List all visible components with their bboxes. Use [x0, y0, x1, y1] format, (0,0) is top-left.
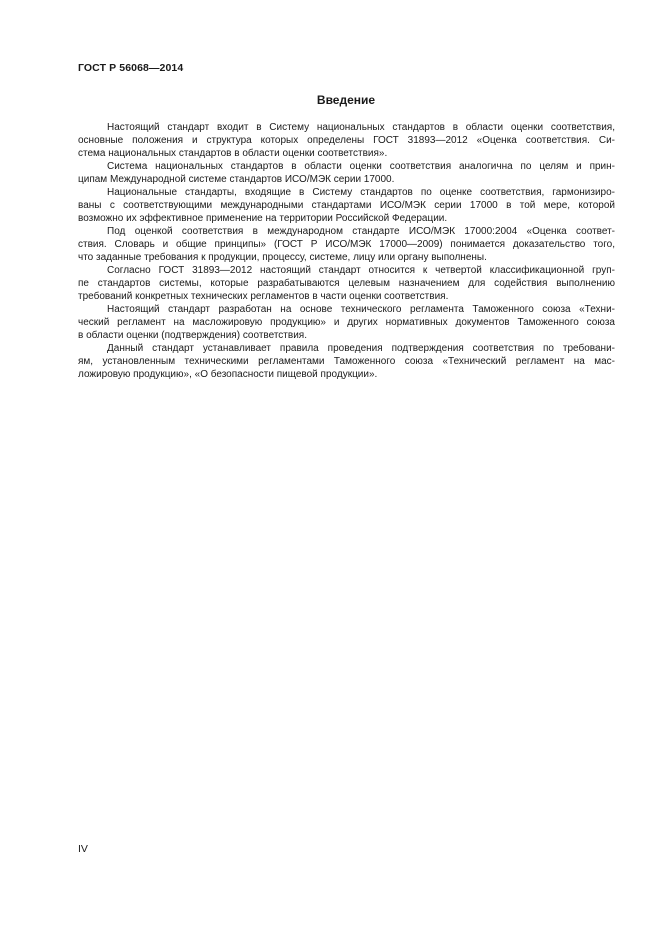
- text-line: ципам Международной системе стандартов ИСО/МЭК серии 17000.: [78, 174, 395, 185]
- paragraph: [78, 264, 615, 303]
- paragraph: [78, 342, 615, 381]
- text-line: Данный стандарт устанавливает правила проведения подтверждения соответствия по требовани-: [107, 343, 615, 354]
- text-line: основные положения и структура которых определены ГОСТ 31893—2012 «Оценка соответствия. Си-: [78, 135, 615, 146]
- text-line: ложировую продукцию», «О безопасности пищевой продукции».: [78, 369, 378, 380]
- page-number: IV: [78, 843, 88, 855]
- paragraph: [78, 225, 615, 264]
- text-line: пе стандартов системы, которые разрабатываются целевым назначением для содействия выполнению: [78, 278, 615, 289]
- section-title: Введение: [316, 93, 376, 107]
- text-line: Национальные стандарты, входящие в Систему стандартов по оценке соответствия, гармонизиро-: [107, 187, 615, 198]
- text-line: возможно их эффективное применение на территории Российской Федерации.: [78, 213, 448, 224]
- text-line: что заданные требования к продукции, процессу, системе, лицу или органу выполнены.: [78, 252, 487, 263]
- text-line: в области оценки (подтверждения) соответствия.: [78, 330, 307, 341]
- text-line: ваны с соответствующими международными стандартами ИСО/МЭК серии 17000 в той мере, которой: [78, 200, 615, 211]
- text-line: ческий регламент на масложировую продукцию» и других нормативных документов Таможенного союза: [78, 317, 615, 328]
- paragraph: [78, 186, 615, 225]
- introduction-body: [78, 121, 615, 381]
- text-line: требований конкретных технических регламентов в части оценки соответствия.: [78, 291, 449, 302]
- text-line: ствия. Словарь и общие принципы» (ГОСТ Р ИСО/МЭК 17000—2009) понимается доказательство того,: [78, 239, 615, 250]
- paragraph: [78, 160, 615, 186]
- text-line: Настоящий стандарт входит в Систему национальных стандартов в области оценки соответствия,: [107, 122, 615, 133]
- text-line: Настоящий стандарт разработан на основе технического регламента Таможенного союза «Техни-: [107, 304, 615, 315]
- text-line: Под оценкой соответствия в международном стандарте ИСО/МЭК 17000:2004 «Оценка соответ-: [107, 226, 615, 237]
- text-line: ям, установленным техническими регламентами Таможенного союза «Технический регламент на мас-: [78, 356, 615, 367]
- text-line: Система национальных стандартов в области оценки соответствия аналогична по целям и прин-: [107, 161, 615, 172]
- text-line: Согласно ГОСТ 31893—2012 настоящий стандарт относится к четвертой классификационной груп-: [107, 265, 615, 276]
- paragraph: [78, 121, 615, 160]
- paragraph: [78, 303, 615, 342]
- standard-number-header: ГОСТ Р 56068—2014: [78, 62, 184, 74]
- text-line: стема национальных стандартов в области оценки соответствия».: [78, 148, 388, 159]
